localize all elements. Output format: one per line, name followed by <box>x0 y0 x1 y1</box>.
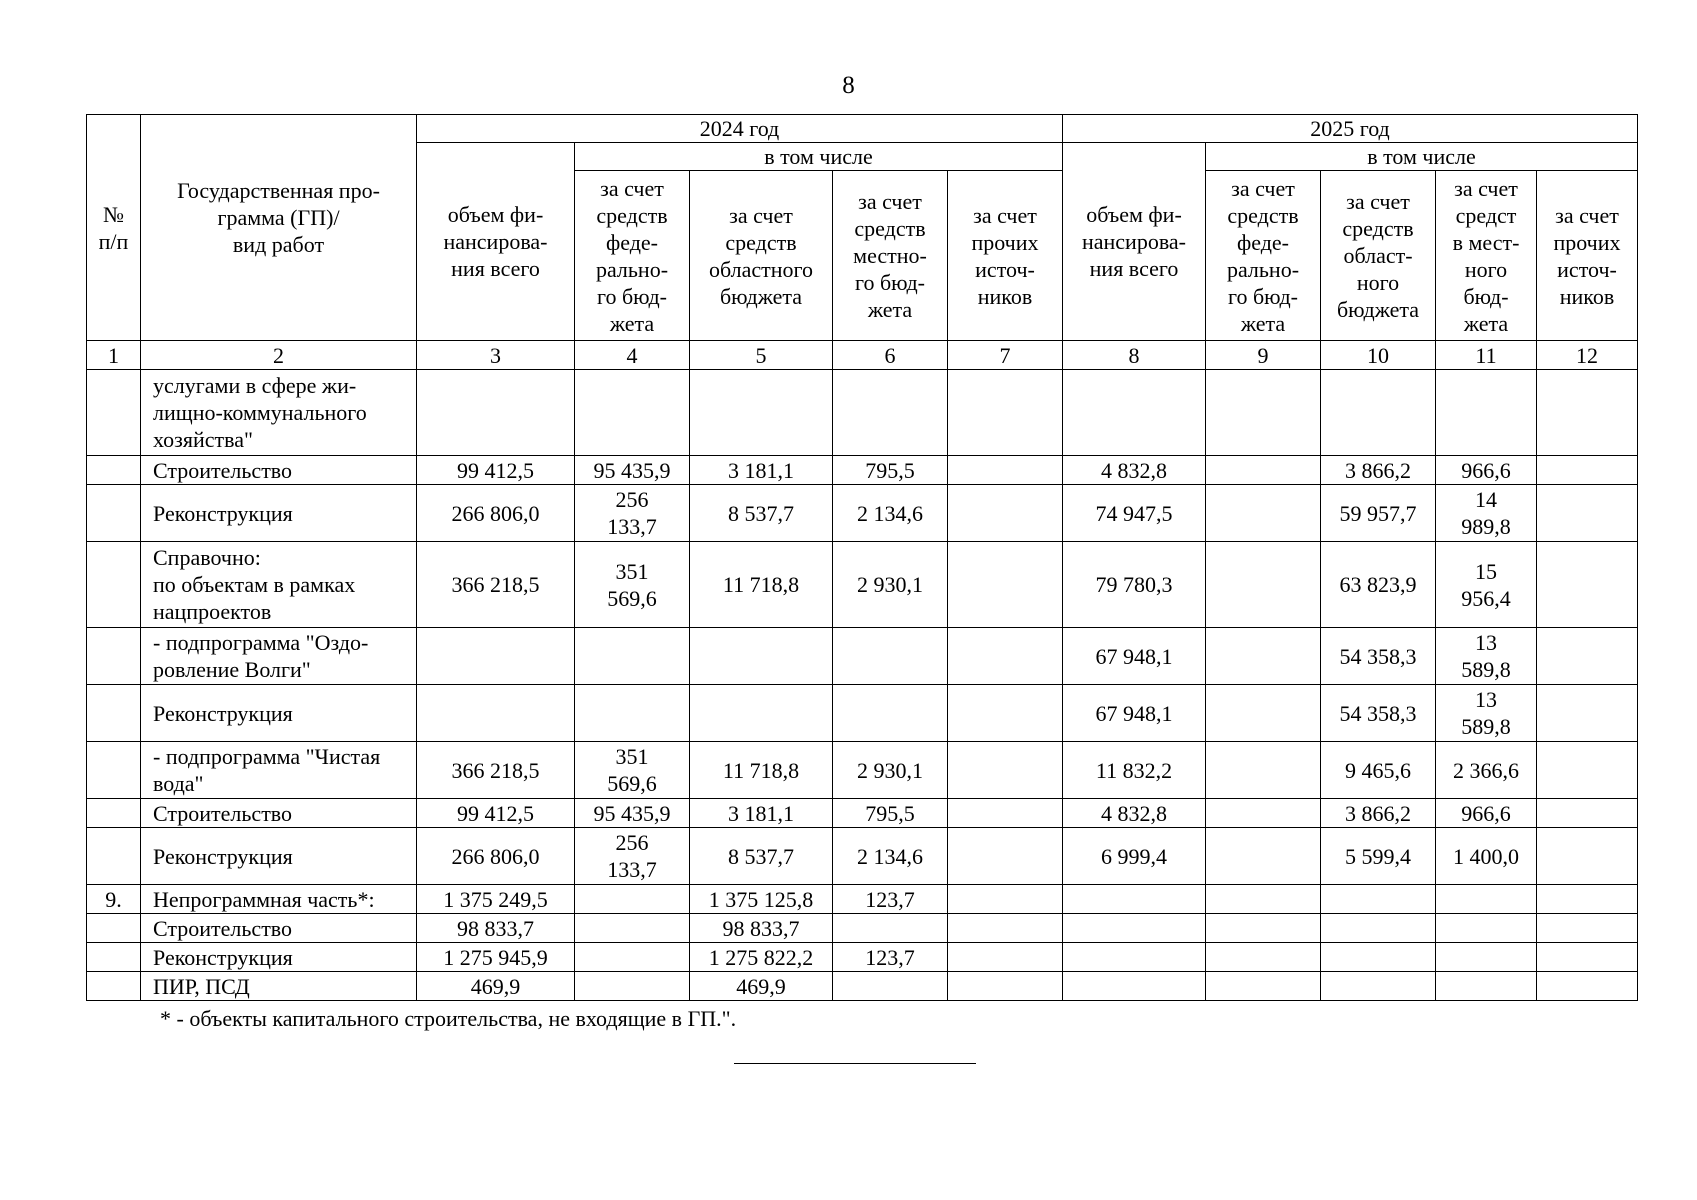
value-cell <box>1206 799 1321 828</box>
value-cell <box>1537 628 1638 685</box>
value-cell <box>948 742 1063 799</box>
table-row <box>87 799 1638 828</box>
column-number-cell: 11 <box>1436 341 1537 370</box>
value-cell <box>948 485 1063 542</box>
value-cell <box>1206 628 1321 685</box>
value-cell: 99 412,5 <box>417 456 575 485</box>
value-cell <box>1436 914 1537 943</box>
value-cell <box>575 943 690 972</box>
value-cell <box>948 885 1063 914</box>
value-cell: 3 181,1 <box>690 799 833 828</box>
table-row <box>87 456 1638 485</box>
value-cell: 3 181,1 <box>690 456 833 485</box>
row-name-cell: услугами в сфере жи- лищно-коммунального хозяйства" <box>141 370 417 456</box>
value-cell <box>1537 742 1638 799</box>
value-cell <box>1321 370 1436 456</box>
value-cell: 1 375 125,8 <box>690 885 833 914</box>
value-cell: 63 823,9 <box>1321 542 1436 628</box>
y1-col-federal: за счет средств феде- рально- го бюд- жета <box>575 171 690 341</box>
value-cell <box>1206 456 1321 485</box>
value-cell <box>1537 370 1638 456</box>
value-cell <box>1206 485 1321 542</box>
value-cell <box>1537 972 1638 1001</box>
value-cell: 11 832,2 <box>1063 742 1206 799</box>
column-number-cell: 7 <box>948 341 1063 370</box>
column-number-cell: 1 <box>87 341 141 370</box>
value-cell: 4 832,8 <box>1063 799 1206 828</box>
value-cell <box>1206 542 1321 628</box>
value-cell: 795,5 <box>833 799 948 828</box>
header-including-2024: в том числе <box>575 143 1063 171</box>
value-cell <box>1063 972 1206 1001</box>
table-row <box>87 370 1638 456</box>
row-number-cell <box>87 685 141 742</box>
header-year-2025: 2025 год <box>1063 115 1638 143</box>
value-cell <box>1537 828 1638 885</box>
row-number-cell <box>87 370 141 456</box>
value-cell: 13 589,8 <box>1436 685 1537 742</box>
value-cell <box>948 456 1063 485</box>
value-cell: 67 948,1 <box>1063 628 1206 685</box>
value-cell: 95 435,9 <box>575 799 690 828</box>
row-name-cell: Строительство <box>141 799 417 828</box>
value-cell <box>575 885 690 914</box>
value-cell <box>1206 972 1321 1001</box>
row-number-cell <box>87 972 141 1001</box>
row-name-cell: Реконструкция <box>141 685 417 742</box>
value-cell <box>1436 885 1537 914</box>
value-cell <box>417 370 575 456</box>
table-row <box>87 972 1638 1001</box>
value-cell: 2 366,6 <box>1436 742 1537 799</box>
y1-col-total-label: объем фи- нансирова- ния всего <box>443 202 548 281</box>
value-cell <box>948 799 1063 828</box>
value-cell: 266 806,0 <box>417 485 575 542</box>
y2-col-local: за счет средст в мест- ного бюд- жета <box>1436 171 1537 341</box>
value-cell: 99 412,5 <box>417 799 575 828</box>
value-cell: 3 866,2 <box>1321 799 1436 828</box>
value-cell: 11 718,8 <box>690 742 833 799</box>
value-cell <box>1537 685 1638 742</box>
value-cell <box>833 685 948 742</box>
column-number-cell: 10 <box>1321 341 1436 370</box>
footnote: * - объекты капитального строительства, не входящие в ГП.". <box>160 1006 737 1031</box>
value-cell: 2 930,1 <box>833 542 948 628</box>
y2-col-other: за счет прочих источ- ников <box>1537 171 1638 341</box>
column-number-cell: 9 <box>1206 341 1321 370</box>
y1-col-other: за счет прочих источ- ников <box>948 171 1063 341</box>
value-cell <box>1537 456 1638 485</box>
row-name-cell: Непрограммная часть*: <box>141 885 417 914</box>
value-cell: 795,5 <box>833 456 948 485</box>
value-cell <box>1206 828 1321 885</box>
value-cell: 2 930,1 <box>833 742 948 799</box>
value-cell: 6 999,4 <box>1063 828 1206 885</box>
value-cell: 966,6 <box>1436 456 1537 485</box>
header-num-label: № п/п <box>98 201 129 254</box>
value-cell <box>1436 972 1537 1001</box>
value-cell <box>1206 370 1321 456</box>
value-cell <box>833 628 948 685</box>
value-cell <box>417 628 575 685</box>
page-number: 8 <box>842 72 855 99</box>
table-row <box>87 485 1638 542</box>
value-cell <box>1206 685 1321 742</box>
value-cell: 1 275 822,2 <box>690 943 833 972</box>
column-number-cell: 6 <box>833 341 948 370</box>
value-cell: 13 589,8 <box>1436 628 1537 685</box>
value-cell: 1 275 945,9 <box>417 943 575 972</box>
value-cell: 79 780,3 <box>1063 542 1206 628</box>
value-cell: 54 358,3 <box>1321 628 1436 685</box>
row-number-cell <box>87 456 141 485</box>
column-numbers-row <box>87 341 1638 370</box>
row-number-cell <box>87 943 141 972</box>
column-number-cell: 2 <box>141 341 417 370</box>
row-name-cell: Справочно: по объектам в рамках нацпроектов <box>141 542 417 628</box>
value-cell <box>690 628 833 685</box>
value-cell: 98 833,7 <box>690 914 833 943</box>
row-name-cell: - подпрограмма "Чистая вода" <box>141 742 417 799</box>
table-row <box>87 542 1638 628</box>
value-cell <box>690 685 833 742</box>
row-name-cell: Реконструкция <box>141 828 417 885</box>
value-cell: 351 569,6 <box>575 542 690 628</box>
row-name-cell: Реконструкция <box>141 485 417 542</box>
value-cell <box>575 972 690 1001</box>
value-cell: 469,9 <box>690 972 833 1001</box>
value-cell <box>948 972 1063 1001</box>
y2-col-total-label: объем фи- нансирова- ния всего <box>1081 202 1187 281</box>
table-row <box>87 628 1638 685</box>
value-cell <box>1063 885 1206 914</box>
header-program-label: Государственная про- грамма (ГП)/ вид работ <box>177 178 380 257</box>
value-cell: 8 537,7 <box>690 485 833 542</box>
column-number-cell: 12 <box>1537 341 1638 370</box>
column-number-cell: 5 <box>690 341 833 370</box>
value-cell <box>948 628 1063 685</box>
value-cell <box>833 914 948 943</box>
value-cell <box>1436 943 1537 972</box>
value-cell <box>1206 742 1321 799</box>
financing-table <box>86 114 1638 1001</box>
value-cell: 14 989,8 <box>1436 485 1537 542</box>
value-cell <box>948 370 1063 456</box>
y2-col-total <box>1063 143 1206 341</box>
value-cell: 256 133,7 <box>575 485 690 542</box>
value-cell <box>948 542 1063 628</box>
value-cell <box>1537 542 1638 628</box>
table-row <box>87 828 1638 885</box>
row-number-cell <box>87 742 141 799</box>
row-number-cell <box>87 828 141 885</box>
value-cell: 351 569,6 <box>575 742 690 799</box>
header-program <box>141 115 417 341</box>
row-number-cell <box>87 485 141 542</box>
row-number-cell <box>87 628 141 685</box>
value-cell <box>1321 972 1436 1001</box>
value-cell <box>948 828 1063 885</box>
value-cell <box>690 370 833 456</box>
y2-col-federal: за счет средств феде- рально- го бюд- жета <box>1206 171 1321 341</box>
value-cell <box>1063 914 1206 943</box>
table-row <box>87 943 1638 972</box>
table-row <box>87 742 1638 799</box>
table-row <box>87 885 1638 914</box>
value-cell <box>1537 943 1638 972</box>
value-cell <box>1321 885 1436 914</box>
row-name-cell: Реконструкция <box>141 943 417 972</box>
header-including-2025: в том числе <box>1206 143 1638 171</box>
end-rule <box>734 1063 976 1064</box>
value-cell <box>948 685 1063 742</box>
value-cell: 366 218,5 <box>417 742 575 799</box>
value-cell <box>417 685 575 742</box>
value-cell <box>1321 914 1436 943</box>
value-cell <box>1537 885 1638 914</box>
value-cell: 256 133,7 <box>575 828 690 885</box>
value-cell <box>1436 370 1537 456</box>
value-cell: 95 435,9 <box>575 456 690 485</box>
row-number-cell <box>87 542 141 628</box>
column-number-cell: 4 <box>575 341 690 370</box>
value-cell <box>1537 799 1638 828</box>
value-cell <box>575 370 690 456</box>
value-cell <box>1063 943 1206 972</box>
value-cell <box>1206 885 1321 914</box>
value-cell <box>833 972 948 1001</box>
table-row <box>87 914 1638 943</box>
value-cell: 9 465,6 <box>1321 742 1436 799</box>
y1-col-total <box>417 143 575 341</box>
row-name-cell: Строительство <box>141 914 417 943</box>
value-cell: 966,6 <box>1436 799 1537 828</box>
value-cell <box>1537 485 1638 542</box>
table-body <box>87 370 1638 1001</box>
value-cell <box>1063 370 1206 456</box>
value-cell <box>1537 914 1638 943</box>
value-cell: 15 956,4 <box>1436 542 1537 628</box>
row-number-cell <box>87 799 141 828</box>
value-cell: 74 947,5 <box>1063 485 1206 542</box>
column-number-cell: 8 <box>1063 341 1206 370</box>
value-cell: 59 957,7 <box>1321 485 1436 542</box>
value-cell: 1 400,0 <box>1436 828 1537 885</box>
value-cell: 8 537,7 <box>690 828 833 885</box>
value-cell: 123,7 <box>833 885 948 914</box>
value-cell <box>575 628 690 685</box>
value-cell: 1 375 249,5 <box>417 885 575 914</box>
table-row <box>87 685 1638 742</box>
y1-col-regional: за счет средств областного бюджета <box>690 171 833 341</box>
value-cell: 266 806,0 <box>417 828 575 885</box>
value-cell: 366 218,5 <box>417 542 575 628</box>
value-cell: 469,9 <box>417 972 575 1001</box>
value-cell: 123,7 <box>833 943 948 972</box>
value-cell: 54 358,3 <box>1321 685 1436 742</box>
header-year-2024: 2024 год <box>417 115 1063 143</box>
value-cell <box>1206 943 1321 972</box>
y2-col-regional: за счет средств област- ного бюджета <box>1321 171 1436 341</box>
row-number-cell <box>87 914 141 943</box>
header-num <box>87 115 141 341</box>
value-cell: 3 866,2 <box>1321 456 1436 485</box>
value-cell <box>1321 943 1436 972</box>
value-cell: 2 134,6 <box>833 485 948 542</box>
value-cell <box>575 685 690 742</box>
value-cell <box>948 914 1063 943</box>
value-cell <box>948 943 1063 972</box>
value-cell <box>575 914 690 943</box>
row-name-cell: ПИР, ПСД <box>141 972 417 1001</box>
value-cell: 67 948,1 <box>1063 685 1206 742</box>
value-cell: 5 599,4 <box>1321 828 1436 885</box>
value-cell <box>833 370 948 456</box>
value-cell: 4 832,8 <box>1063 456 1206 485</box>
column-number-cell: 3 <box>417 341 575 370</box>
y1-col-local: за счет средств местно- го бюд- жета <box>833 171 948 341</box>
value-cell: 11 718,8 <box>690 542 833 628</box>
row-name-cell: - подпрограмма "Оздо- ровление Волги" <box>141 628 417 685</box>
row-number-cell: 9. <box>87 885 141 914</box>
value-cell <box>1206 914 1321 943</box>
row-name-cell: Строительство <box>141 456 417 485</box>
value-cell: 2 134,6 <box>833 828 948 885</box>
value-cell: 98 833,7 <box>417 914 575 943</box>
